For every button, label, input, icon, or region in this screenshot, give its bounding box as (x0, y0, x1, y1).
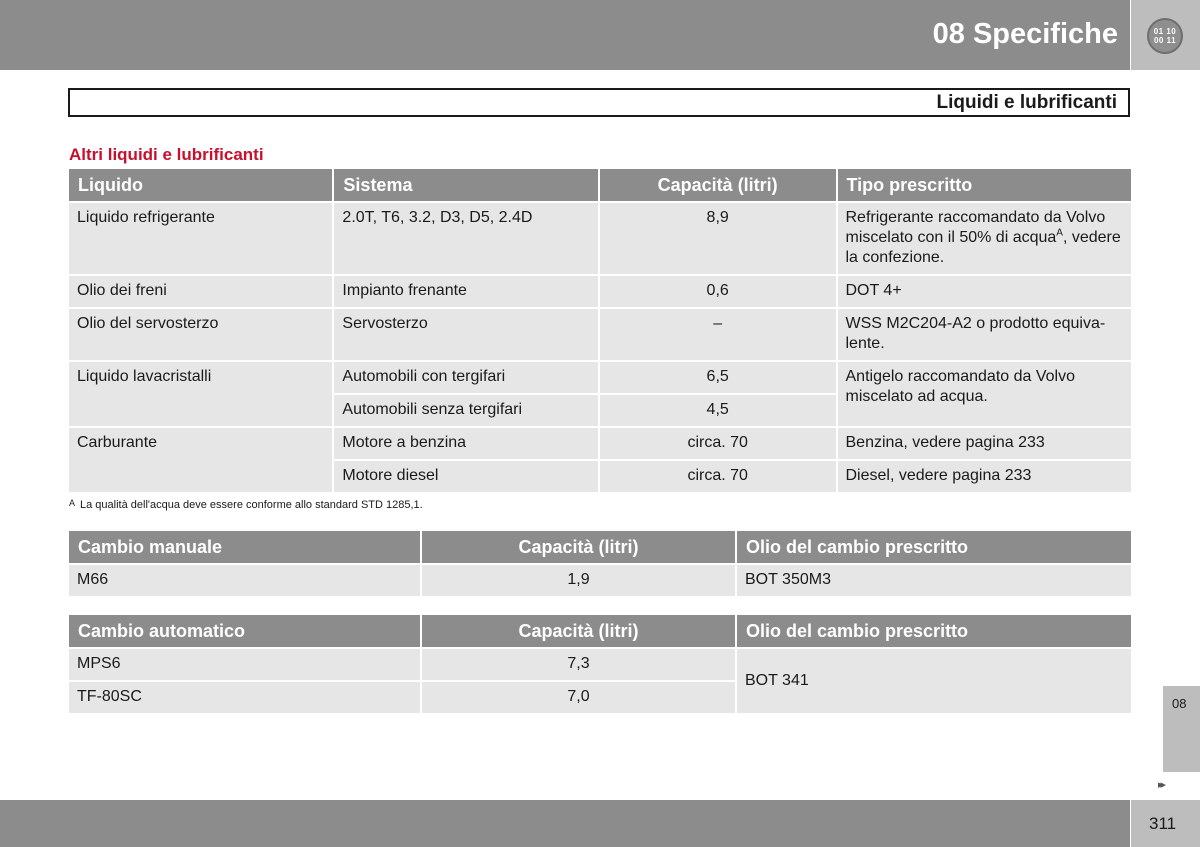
cell-system: Impianto frenante (334, 276, 597, 307)
page-number: 311 (1149, 814, 1177, 833)
chapter-icon-line1: 01 10 (1153, 27, 1177, 36)
header-model: Cambio manuale (69, 531, 420, 563)
header-liquid: Liquido (69, 169, 332, 201)
cell-system: Servosterzo (334, 309, 597, 360)
header-model: Cambio automatico (69, 615, 420, 647)
manual-gearbox-table (67, 529, 1133, 598)
cell-oil: BOT 341 (737, 649, 1131, 713)
cell-type: WSS M2C204-A2 o prodotto equiva-lente. (838, 309, 1132, 360)
cell-type (838, 203, 1132, 274)
header-oil: Olio del cambio prescritto (737, 615, 1131, 647)
section-title: Liquidi e lubrificanti (936, 92, 1117, 113)
footer-bar (0, 800, 1130, 847)
fluids-table (67, 167, 1133, 494)
cell-system: Automobili senza tergifari (334, 395, 597, 426)
header-oil: Olio del cambio prescritto (737, 531, 1131, 563)
cell-capacity: 0,6 (600, 276, 836, 307)
cell-type-text-end: , vedere la confezione. (845, 229, 1121, 266)
cell-capacity: 4,5 (600, 395, 836, 426)
footnote-mark: A (69, 498, 76, 508)
next-page-arrows-icon: ▸▸ (1158, 779, 1164, 791)
cell-model: MPS6 (69, 649, 420, 680)
cell-capacity: 8,9 (600, 203, 836, 274)
cell-capacity: circa. 70 (600, 428, 836, 459)
cell-liquid: Olio dei freni (69, 276, 332, 307)
section-title-box (68, 88, 1130, 117)
footnote-text: La qualità dell'acqua deve essere conforme allo standard STD 1285,1. (80, 499, 423, 511)
cell-liquid: Liquido lavacristalli (69, 362, 332, 426)
header-capacity: Capacità (litri) (600, 169, 836, 201)
cell-system: Motore a benzina (334, 428, 597, 459)
cell-liquid: Olio del servosterzo (69, 309, 332, 360)
footnote-ref: A (1056, 227, 1063, 239)
table-row (69, 428, 1131, 459)
cell-type-text: Refrigerante raccomandato da Volvo miscelato con il 50% di acqua (845, 209, 1106, 246)
chapter-specs-icon (1147, 18, 1183, 54)
cell-system: 2.0T, T6, 3.2, D3, D5, 2.4D (334, 203, 597, 274)
chapter-side-tab (1163, 686, 1200, 772)
automatic-gearbox-table (67, 613, 1133, 715)
side-tab-label: 08 (1172, 696, 1187, 711)
table-row (69, 309, 1131, 360)
footnote (69, 498, 423, 511)
table-header-row (69, 169, 1131, 201)
cell-system: Motore diesel (334, 461, 597, 492)
table-row (69, 649, 1131, 680)
cell-capacity: – (600, 309, 836, 360)
cell-capacity: circa. 70 (600, 461, 836, 492)
cell-liquid: Liquido refrigerante (69, 203, 332, 274)
header-capacity: Capacità (litri) (422, 531, 735, 563)
subheading: Altri liquidi e lubrificanti (69, 145, 264, 164)
table-row (69, 276, 1131, 307)
chapter-icon-line2: 00 11 (1153, 36, 1177, 45)
table-row (69, 203, 1131, 274)
header-system: Sistema (334, 169, 597, 201)
table-row (69, 362, 1131, 393)
cell-capacity: 7,3 (422, 649, 735, 680)
cell-capacity: 7,0 (422, 682, 735, 713)
cell-capacity: 6,5 (600, 362, 836, 393)
header-capacity: Capacità (litri) (422, 615, 735, 647)
cell-type: Benzina, vedere pagina 233 (838, 428, 1132, 459)
table-header-row (69, 531, 1131, 563)
cell-type: DOT 4+ (838, 276, 1132, 307)
cell-type: Diesel, vedere pagina 233 (838, 461, 1132, 492)
table-row (69, 565, 1131, 596)
cell-capacity: 1,9 (422, 565, 735, 596)
cell-oil: BOT 350M3 (737, 565, 1131, 596)
cell-model: M66 (69, 565, 420, 596)
cell-liquid: Carburante (69, 428, 332, 492)
chapter-title: 08 Specifiche (932, 18, 1118, 50)
table-header-row (69, 615, 1131, 647)
cell-system: Automobili con tergifari (334, 362, 597, 393)
cell-type: Antigelo raccomandato da Volvo miscelato ad acqua. (838, 362, 1132, 426)
header-type: Tipo prescritto (838, 169, 1132, 201)
cell-model: TF-80SC (69, 682, 420, 713)
